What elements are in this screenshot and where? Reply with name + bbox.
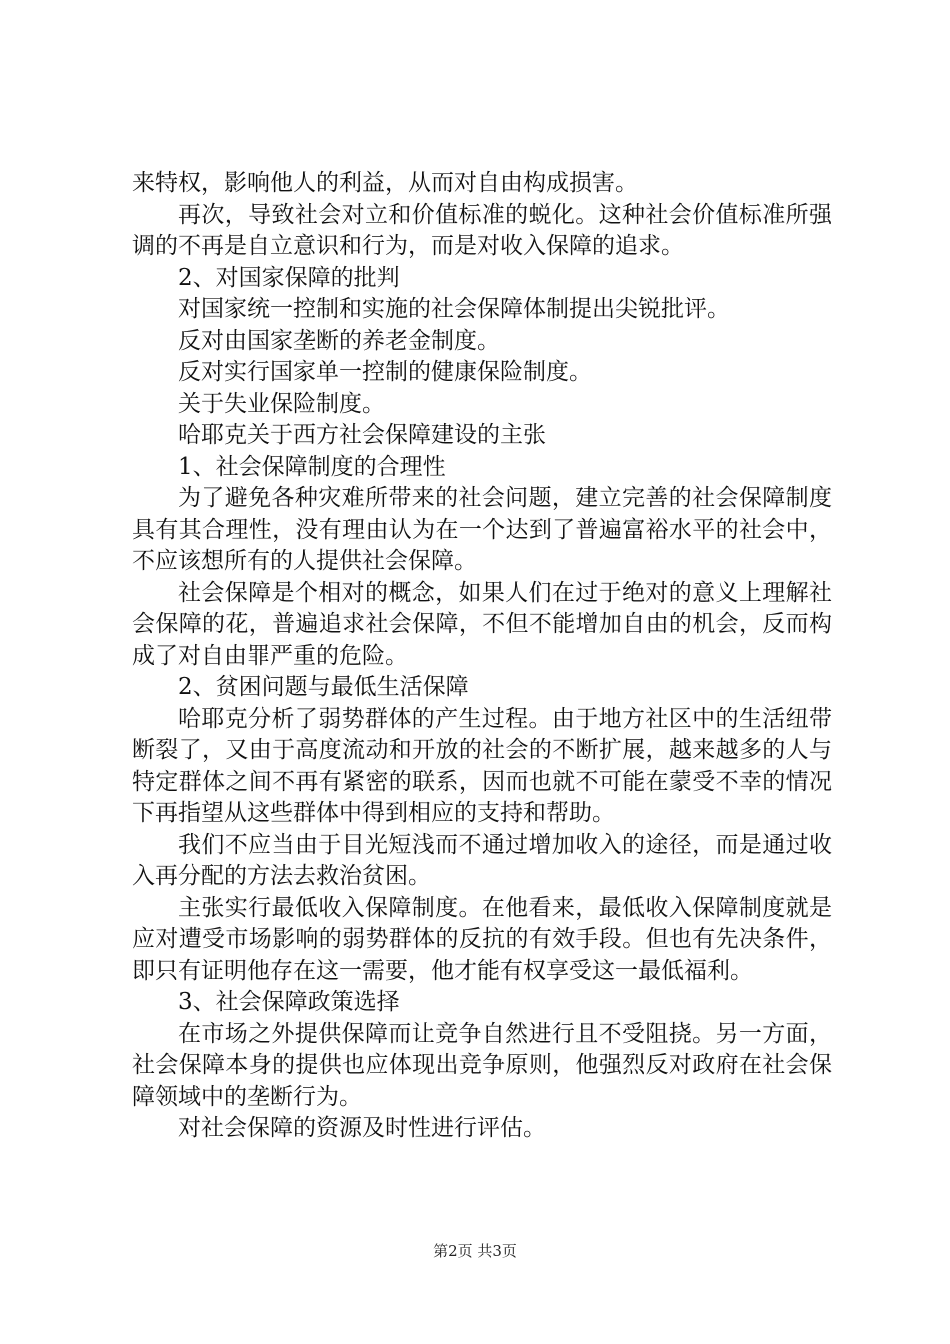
paragraph: 反对实行国家单一控制的健康保险制度。 (178, 359, 592, 385)
section-heading: 1、社会保障制度的合理性 (178, 453, 446, 480)
paragraph: 对社会保障的资源及时性进行评估。 (178, 1115, 546, 1141)
paragraph: 在市场之外提供保障而让竞争自然进行且不受阻挠。另一方面，社会保障本身的提供也应体现出竞争原则，他强烈反对政府在社会保障领域中的垄断行为。 (132, 1020, 832, 1110)
page-footer (0, 1240, 950, 1261)
section-heading: 3、社会保障政策选择 (178, 989, 400, 1015)
page-number-label: 第2页 共3页 (433, 1242, 517, 1260)
section-heading: 哈耶克关于西方社会保障建设的主张 (178, 422, 546, 448)
paragraph: 对国家统一控制和实施的社会保障体制提出尖锐批评。 (178, 296, 730, 322)
paragraph: 我们不应当由于目光短浅而不通过增加收入的途径，而是通过收入再分配的方法去救治贫困。 (132, 831, 832, 889)
paragraph: 来特权，影响他人的利益，从而对自由构成损害。 (132, 170, 638, 196)
paragraph: 为了避免各种灾难所带来的社会问题，建立完善的社会保障制度具有其合理性，没有理由认为在一个达到了普遍富裕水平的社会中，不应该想所有的人提供社会保障。 (132, 485, 832, 574)
section-heading: 2、贫困问题与最低生活保障 (178, 674, 469, 700)
paragraph: 关于失业保险制度。 (178, 390, 385, 417)
section-heading: 2、对国家保障的批判 (178, 264, 400, 291)
paragraph: 再次，导致社会对立和价值标准的蜕化。这种社会价值标准所强调的不再是自立意识和行为，而是对收入保障的追求。 (132, 201, 832, 259)
paragraph: 主张实行最低收入保障制度。在他看来，最低收入保障制度就是应对遭受市场影响的弱势群体的反抗的有效手段。但也有先决条件，即只有证明他存在这一需要，他才能有权享受这一最低福利。 (132, 894, 832, 984)
paragraph: 社会保障是个相对的概念，如果人们在过于绝对的意义上理解社会保障的花，普遍追求社会保障，不但不能增加自由的机会，反而构成了对自由罪严重的危险。 (132, 579, 832, 669)
paragraph: 哈耶克分析了弱势群体的产生过程。由于地方社区中的生活纽带断裂了，又由于高度流动和开放的社会的不断扩展，越来越多的人与特定群体之间不再有紧密的联系，因而也就不可能在蒙受不幸的情况下再指望从这些群体中得到相应的支持和帮助。 (132, 705, 832, 826)
paragraph: 反对由国家垄断的养老金制度。 (178, 327, 500, 354)
document-body (132, 168, 832, 1145)
